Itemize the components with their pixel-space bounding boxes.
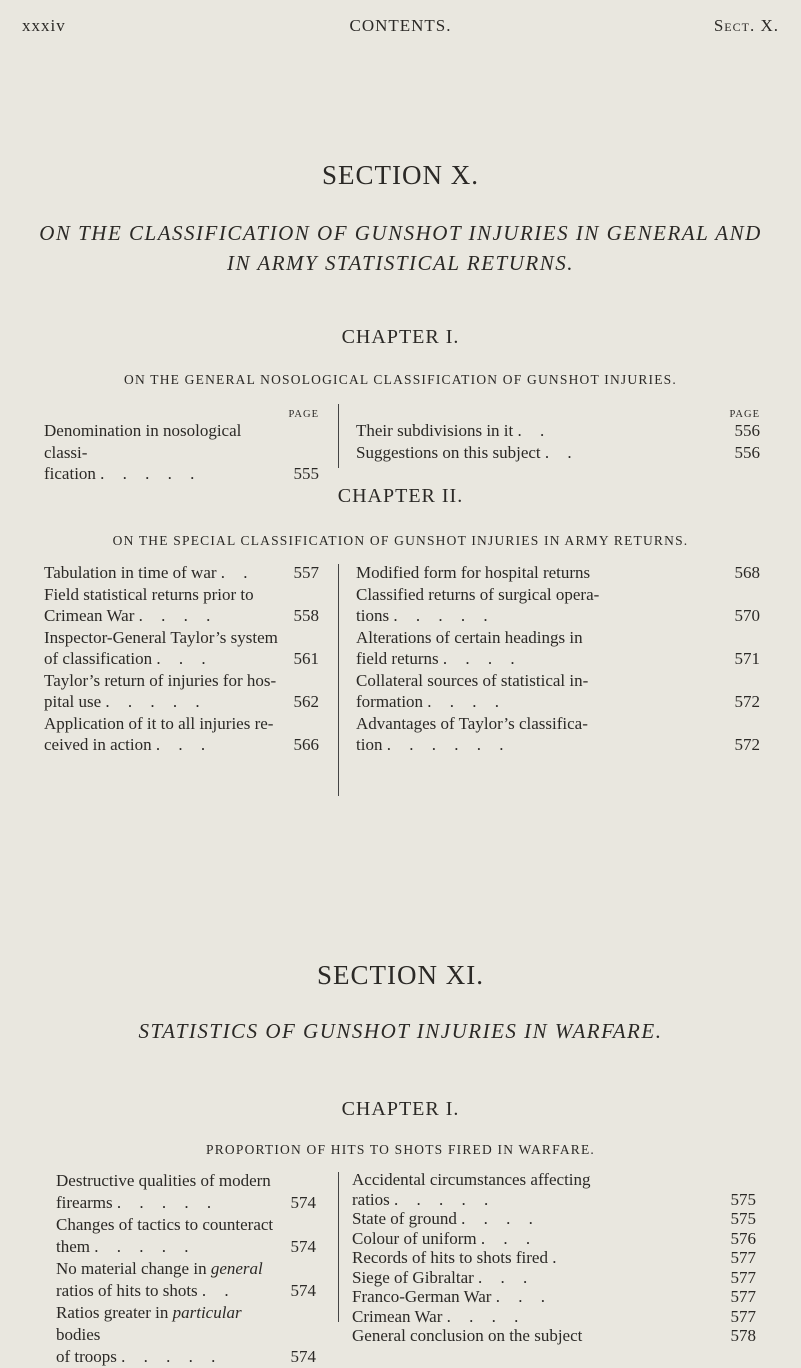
entry-page-number: 572 bbox=[734, 735, 760, 754]
entry-page-number: 562 bbox=[293, 692, 319, 711]
contents-column-left bbox=[56, 1170, 316, 1368]
contents-entry: Collateral sources of statistical in- formation . . . . 572 bbox=[356, 670, 760, 711]
contents-column-right bbox=[352, 1170, 756, 1346]
contents-entry: Application of it to all injuries re- ceived in action . . . 566 bbox=[44, 713, 319, 754]
entry-page-number: 575 bbox=[730, 1189, 756, 1209]
entry-page-number: 574 bbox=[290, 1281, 316, 1300]
running-head bbox=[22, 16, 779, 38]
contents-entry: Inspector-General Taylor’s system of classification . . . 561 bbox=[44, 627, 319, 668]
entry-page-number: 561 bbox=[293, 649, 319, 668]
entry-page-number: 556 bbox=[734, 442, 760, 462]
running-title: CONTENTS. bbox=[349, 16, 452, 35]
entry-page-number: 556 bbox=[734, 421, 760, 440]
entry-page-number: 574 bbox=[290, 1237, 316, 1256]
contents-entry: Advantages of Taylor’s classifica- tion . . . . . . 572 bbox=[356, 713, 760, 754]
section-x-chapter-1-title: CHAPTER I. bbox=[341, 326, 460, 348]
entry-page-number: 566 bbox=[293, 735, 319, 754]
contents-column-left bbox=[44, 562, 319, 756]
entry-page-number: 574 bbox=[290, 1347, 316, 1366]
contents-entry: Accidental circumstances affecting ratios . . . . . 575 bbox=[352, 1170, 756, 1209]
column-divider bbox=[338, 1172, 339, 1322]
contents-column-left bbox=[44, 400, 319, 485]
entry-page-number: 568 bbox=[734, 563, 760, 582]
contents-entry: Denomination in nosological classi- fication . . . . . 555 bbox=[44, 421, 319, 483]
section-x-chapter-1-contents bbox=[44, 400, 760, 483]
contents-entry: Ratios greater in particular bodies of troops . . . . . 574 bbox=[56, 1303, 316, 1366]
contents-entry: Destructive qualities of modern firearms . . . . . 574 bbox=[56, 1171, 316, 1212]
entry-page-number: 577 bbox=[730, 1248, 756, 1267]
contents-entry: Classified returns of surgical opera- tions . . . . . 570 bbox=[356, 584, 760, 625]
contents-entry: Modified form for hospital returns 568 bbox=[356, 563, 760, 582]
contents-entry: Records of hits to shots fired . 577 bbox=[352, 1248, 756, 1267]
contents-entry: Siege of Gibraltar . . . 577 bbox=[352, 1267, 756, 1287]
entry-page-number: 577 bbox=[730, 1287, 756, 1306]
column-divider bbox=[338, 564, 339, 796]
page-column-label: PAGE bbox=[729, 409, 760, 420]
entry-page-number: 558 bbox=[293, 606, 319, 625]
section-xi-chapter-1-title: CHAPTER I. bbox=[341, 1098, 460, 1120]
contents-entry: Taylor’s return of injuries for hos- pital use . . . . . 562 bbox=[44, 670, 319, 711]
section-x-chapter-2-contents bbox=[44, 562, 760, 802]
entry-page-number: 574 bbox=[290, 1193, 316, 1212]
page-column-label: PAGE bbox=[288, 409, 319, 420]
contents-entry: Changes of tactics to counteract them . . . . . 574 bbox=[56, 1215, 316, 1256]
entry-page-number: 577 bbox=[730, 1306, 756, 1326]
contents-entry: Franco-German War . . . 577 bbox=[352, 1287, 756, 1306]
contents-entry: Tabulation in time of war . . 557 bbox=[44, 563, 319, 582]
entry-page-number: 557 bbox=[293, 563, 319, 582]
section-x-chapter-2-title: CHAPTER II. bbox=[337, 485, 464, 507]
entry-page-number: 555 bbox=[293, 464, 319, 483]
contents-entry: Colour of uniform . . . 576 bbox=[352, 1228, 756, 1248]
contents-column-right bbox=[356, 400, 760, 463]
contents-entry: General conclusion on the subject 578 bbox=[352, 1326, 756, 1345]
section-x-chapter-1-subtitle: ON THE GENERAL NOSOLOGICAL CLASSIFICATION OF GUNSHOT INJURIES. bbox=[124, 372, 677, 387]
section-xi-subtitle: STATISTICS OF GUNSHOT INJURIES IN WARFARE. bbox=[138, 1019, 663, 1043]
contents-entry: No material change in general ratios of hits to shots . . 574 bbox=[56, 1259, 316, 1300]
section-marker: Sect. X. bbox=[713, 16, 779, 35]
entry-page-number: 571 bbox=[734, 649, 760, 668]
section-x-chapter-2-subtitle: ON THE SPECIAL CLASSIFICATION OF GUNSHOT INJURIES IN ARMY RETURNS. bbox=[112, 533, 689, 548]
entry-page-number: 575 bbox=[730, 1209, 756, 1228]
entry-page-number: 572 bbox=[734, 692, 760, 711]
contents-entry: Alterations of certain headings in field returns . . . . 571 bbox=[356, 627, 760, 668]
contents-column-right bbox=[356, 562, 760, 756]
section-x-title: SECTION X. bbox=[322, 160, 479, 190]
contents-entry: Their subdivisions in it . . 556 bbox=[356, 421, 760, 440]
entry-page-number: 576 bbox=[730, 1228, 756, 1248]
page-number: xxxiv bbox=[22, 16, 66, 35]
entry-page-number: 577 bbox=[730, 1267, 756, 1287]
section-xi-chapter-1-contents bbox=[56, 1170, 756, 1366]
section-xi-chapter-1-subtitle: PROPORTION OF HITS TO SHOTS FIRED IN WARFARE. bbox=[206, 1142, 595, 1157]
contents-entry: State of ground . . . . 575 bbox=[352, 1209, 756, 1228]
section-xi-title: SECTION XI. bbox=[317, 960, 484, 990]
contents-entry: Crimean War . . . . 577 bbox=[352, 1306, 756, 1326]
entry-page-number: 570 bbox=[734, 606, 760, 625]
contents-entry: Field statistical returns prior to Crimean War . . . . 558 bbox=[44, 584, 319, 625]
section-x-subtitle: ON THE CLASSIFICATION OF GUNSHOT INJURIES IN GENERAL AND IN ARMY STATISTICAL RETURNS. bbox=[39, 221, 762, 275]
entry-page-number: 578 bbox=[730, 1326, 756, 1345]
contents-entry: Suggestions on this subject . . 556 bbox=[356, 442, 760, 462]
column-divider bbox=[338, 404, 339, 468]
